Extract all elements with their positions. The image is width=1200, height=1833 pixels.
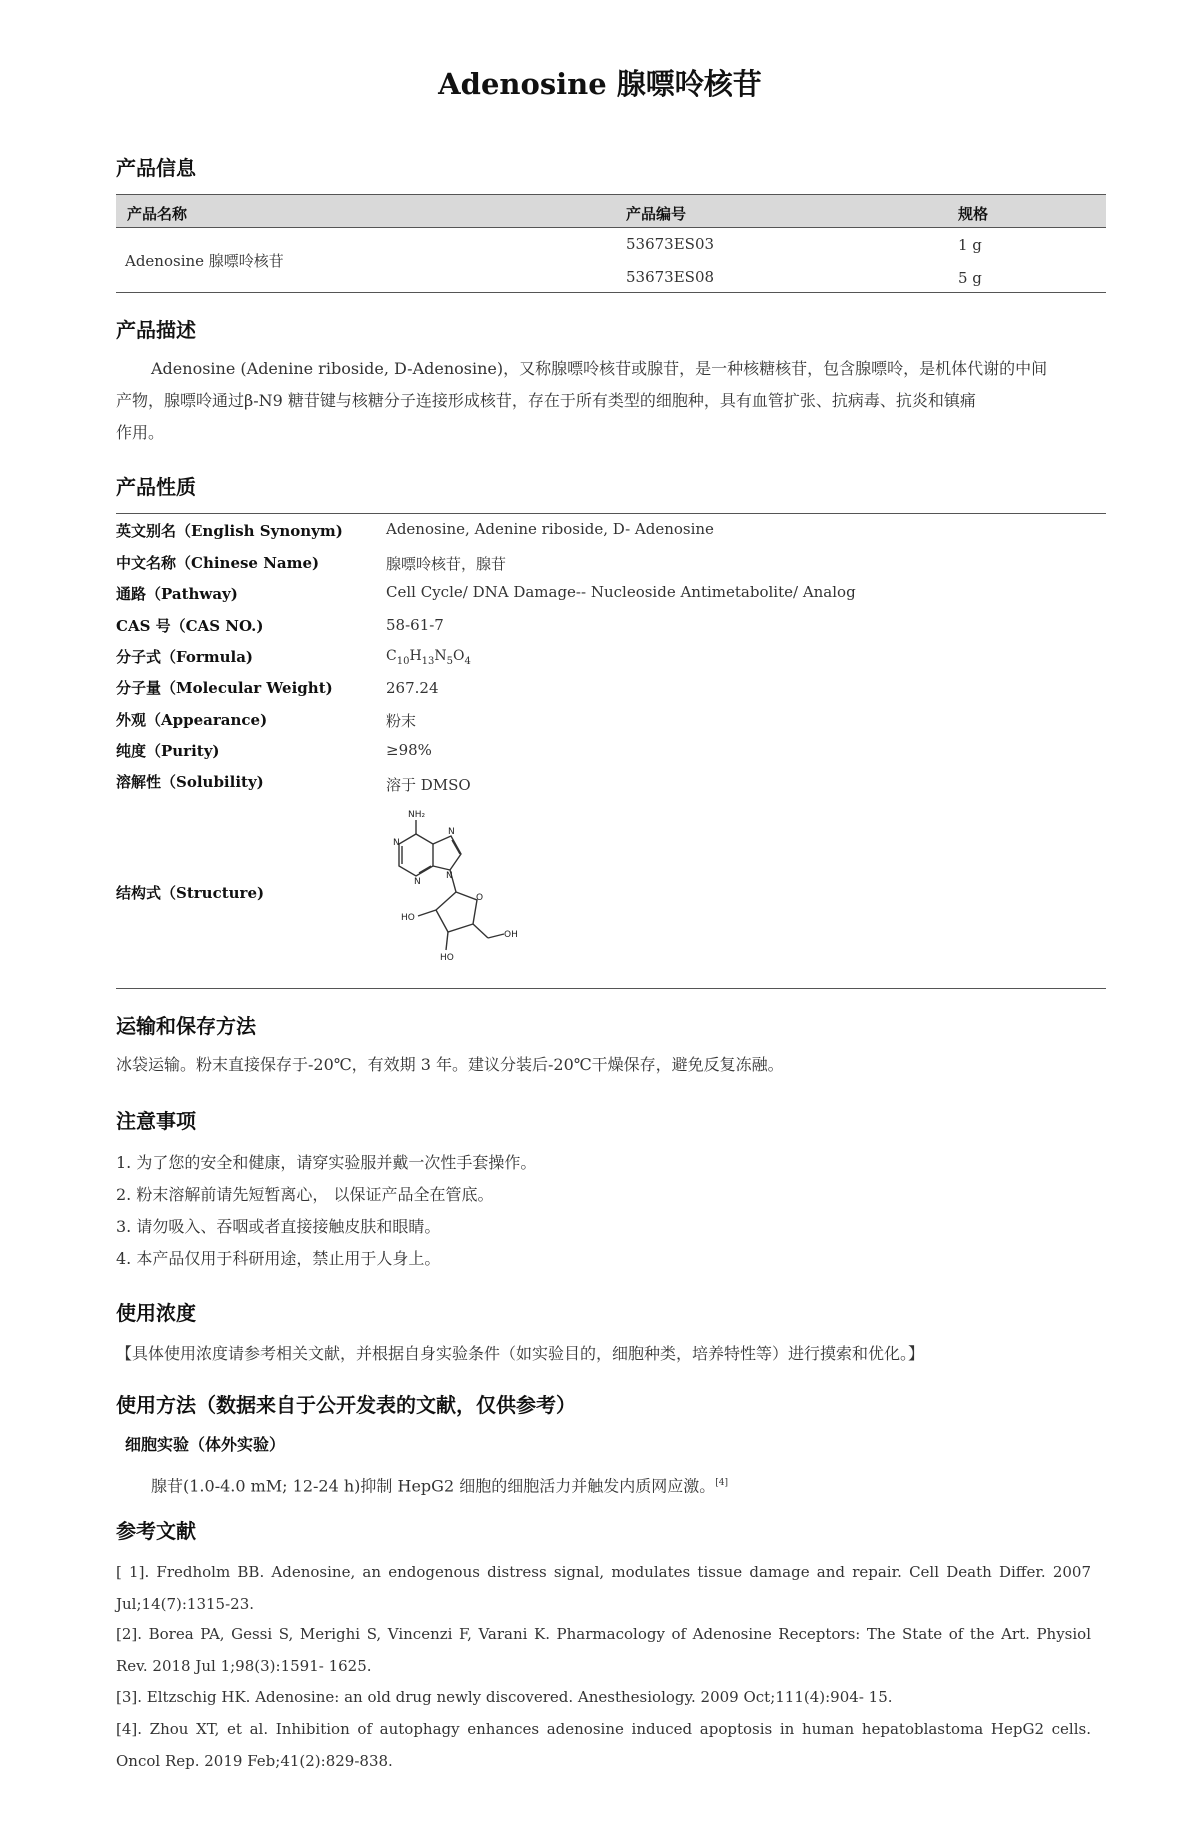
cell-exp-text: 腺苷(1.0-4.0 mM; 12-24 h)抑制 HepG2 细胞的细胞活力并触发内质网应激。[4] — [151, 1476, 728, 1496]
reference-item-4: [4]. Zhou XT, et al. Inhibition of autophagy enhances adenosine induced apoptosis in human hepatoblastoma HepG2 cells. Oncol Rep. 2019 Feb;41(2):829-838. — [116, 1720, 1091, 1770]
cell-exp-title: 细胞实验（体外实验） — [125, 1435, 286, 1454]
reference-item-1: [ 1]. Fredholm BB. Adenosine, an endogenous distress signal, modulates tissue damage and repair. Cell Death Differ. 2007 Jul;14(7):1315-23. — [116, 1563, 1091, 1613]
section-title-props: 产品性质 — [116, 475, 196, 499]
conc-text: 【具体使用浓度请参考相关文献，并根据自身实验条件（如实验目的，细胞种类，培养特性等）进行摸索和优化。】 — [116, 1344, 925, 1363]
prop-label-pathway: 通路（Pathway) — [116, 585, 238, 603]
prop-label-purity: 纯度（Purity) — [116, 742, 220, 760]
note-item-4: 4. 本产品仅用于科研用途，禁止用于人身上。 — [116, 1249, 441, 1268]
note-item-1: 1. 为了您的安全和健康，请穿实验服并戴一次性手套操作。 — [116, 1153, 537, 1172]
prop-value-appearance: 粉末 — [386, 712, 417, 730]
product-size-1: 1 g — [958, 236, 982, 254]
section-title-method: 使用方法（数据来自于公开发表的文献，仅供参考） — [116, 1393, 576, 1417]
note-item-3: 3. 请勿吸入、吞咽或者直接接触皮肤和眼睛。 — [116, 1217, 441, 1236]
section-title-desc: 产品描述 — [116, 318, 196, 342]
structure-label-n9: N — [446, 871, 453, 881]
structure-label-n1: N — [393, 838, 400, 848]
section-title-notes: 注意事项 — [116, 1109, 196, 1133]
prop-value-synonym: Adenosine, Adenine riboside, D- Adenosine — [386, 520, 714, 538]
structure-label-nh2: NH₂ — [408, 810, 426, 820]
th-product-name: 产品名称 — [127, 205, 188, 223]
structure-label-oh: OH — [504, 930, 518, 940]
th-product-code: 产品编号 — [626, 205, 687, 223]
prop-label-appearance: 外观（Appearance) — [116, 711, 268, 729]
structure-label-o: O — [476, 893, 484, 903]
prop-value-formula: $C_{10}H_{13}N_5O_4$ — [386, 648, 471, 667]
prop-value-purity: ≥98% — [386, 741, 432, 759]
structure-label-ho2: HO — [440, 953, 454, 963]
section-title-info: 产品信息 — [116, 156, 196, 180]
prop-label-formula: 分子式（Formula) — [116, 648, 254, 666]
product-code-1: 53673ES03 — [626, 235, 715, 253]
prop-value-mw: 267.24 — [386, 679, 439, 697]
storage-text: 冰袋运输。粉末直接保存于-20℃，有效期 3 年。建议分装后-20℃干燥保存，避免反复冻融。 — [116, 1055, 784, 1074]
prop-value-cas: 58-61-7 — [386, 616, 444, 634]
prop-value-chinese: 腺嘌呤核苷，腺苷 — [386, 555, 507, 573]
desc-line-3: 作用。 — [116, 423, 165, 442]
product-size-2: 5 g — [958, 269, 982, 287]
prop-label-mw: 分子量（Molecular Weight) — [116, 679, 333, 697]
page-title: Adenosine 腺嘌呤核苷 — [438, 67, 762, 101]
reference-item-2: [2]. Borea PA, Gessi S, Merighi S, Vincenzi F, Varani K. Pharmacology of Adenosine Receptors: The State of the Art. Physiol Rev. 2018 Jul 1;98(3):1591- 1625. — [116, 1625, 1091, 1675]
prop-label-chinese: 中文名称（Chinese Name) — [116, 554, 320, 572]
structure-label-n3: N — [414, 877, 421, 887]
prop-value-solubility: 溶于 DMSO — [386, 776, 471, 794]
props-top-rule — [116, 513, 1106, 514]
cell-exp-citation: [4] — [715, 1478, 728, 1488]
props-bottom-rule — [116, 988, 1106, 989]
th-product-size: 规格 — [958, 205, 989, 223]
note-item-2: 2. 粉末溶解前请先短暂离心， 以保证产品全在管底。 — [116, 1185, 494, 1204]
desc-line-2: 产物，腺嘌呤通过β-N9 糖苷键与核糖分子连接形成核苷，存在于所有类型的细胞种，具有血管扩张、抗病毒、抗炎和镇痛 — [116, 391, 976, 410]
section-title-storage: 运输和保存方法 — [116, 1014, 256, 1038]
table-header-rule — [116, 227, 1106, 228]
table-bottom-rule — [116, 292, 1106, 293]
structure-label-ho1: HO — [401, 913, 415, 923]
section-title-conc: 使用浓度 — [116, 1301, 196, 1325]
structure-label-n7: N — [448, 827, 455, 837]
prop-value-pathway: Cell Cycle/ DNA Damage-- Nucleoside Antimetabolite/ Analog — [386, 583, 856, 601]
section-title-refs: 参考文献 — [116, 1519, 196, 1543]
desc-line-1: Adenosine (Adenine riboside, D-Adenosine)，又称腺嘌呤核苷或腺苷，是一种核糖核苷，包含腺嘌呤，是机体代谢的中间 — [151, 359, 1048, 378]
prop-label-solubility: 溶解性（Solubility) — [116, 773, 264, 791]
product-code-2: 53673ES08 — [626, 268, 715, 286]
prop-label-synonym: 英文别名（English Synonym) — [116, 522, 343, 540]
prop-label-structure: 结构式（Structure) — [116, 884, 265, 902]
prop-label-cas: CAS 号（CAS NO.) — [116, 617, 264, 635]
adenosine-structure-image — [378, 800, 558, 980]
product-name-cell: Adenosine 腺嘌呤核苷 — [125, 252, 284, 270]
reference-item-3: [3]. Eltzschig HK. Adenosine: an old drug newly discovered. Anesthesiology. 2009 Oct;111(4):904- 15. — [116, 1688, 893, 1706]
